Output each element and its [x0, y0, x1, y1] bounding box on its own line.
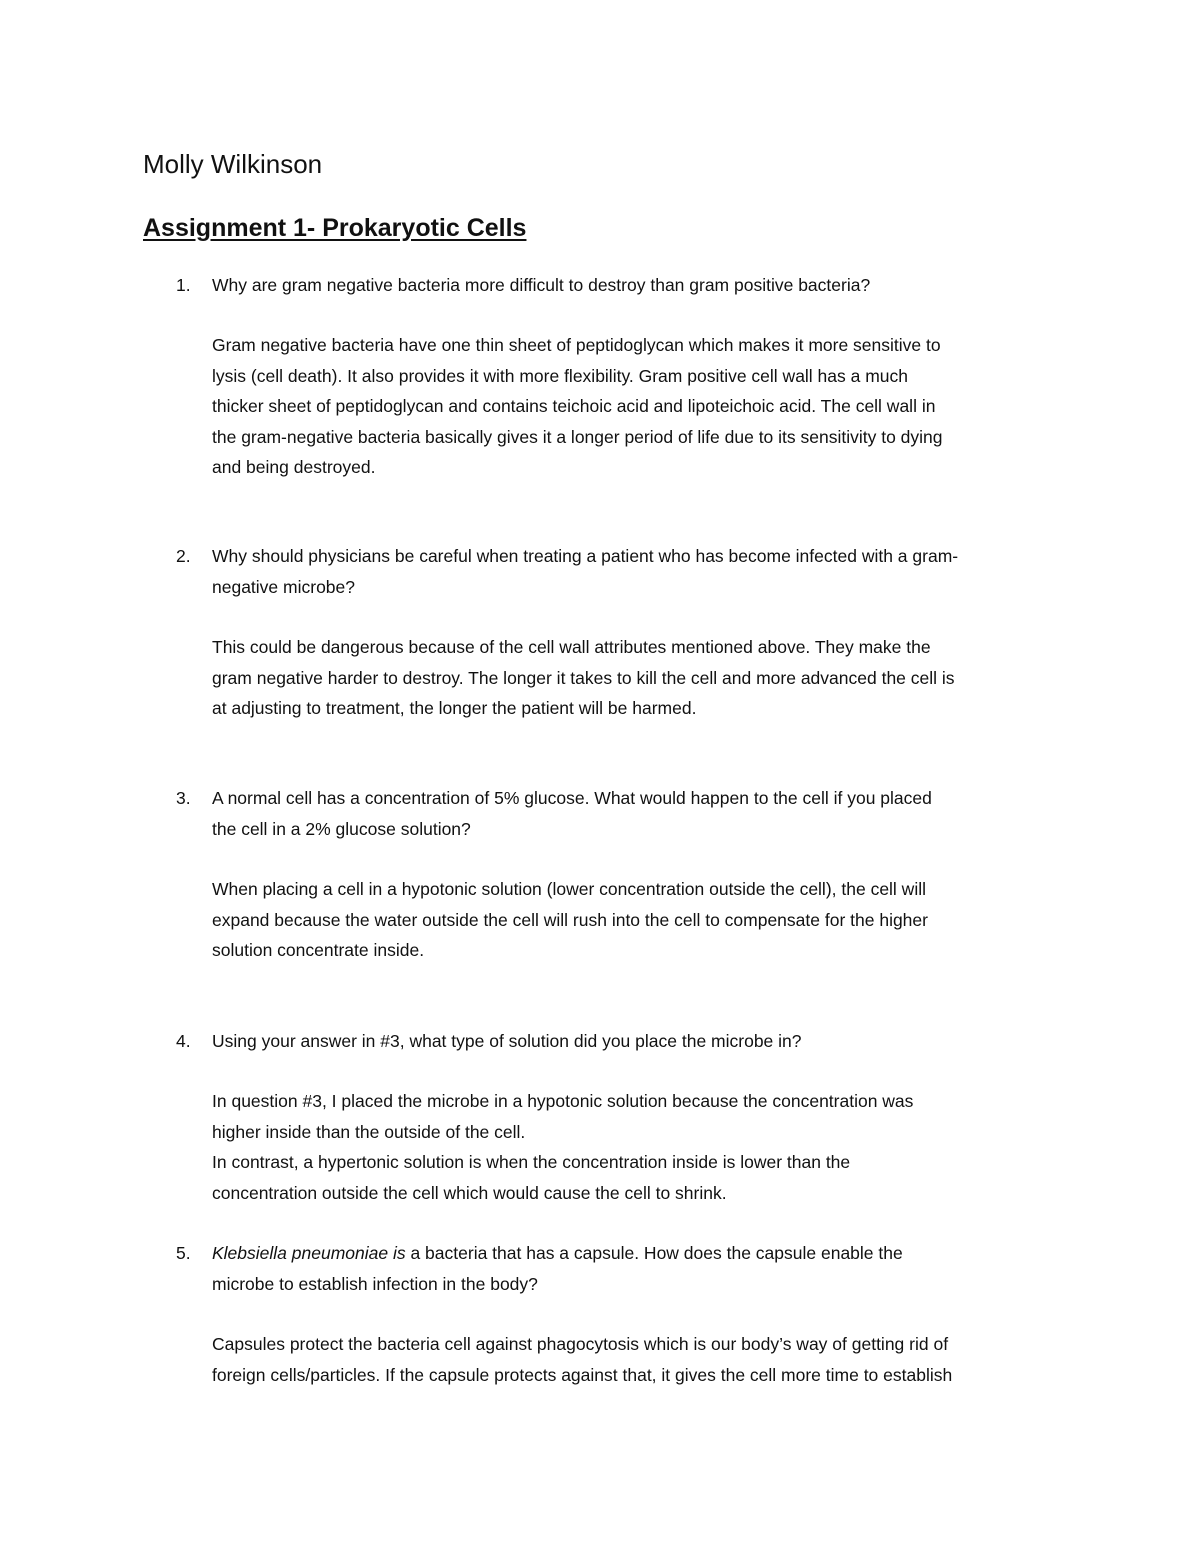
- answer-text: [212, 632, 1062, 724]
- answer-line: higher inside than the outside of the cell.: [212, 1121, 526, 1142]
- question-line-rest: a bacteria that has a capsule. How does the capsule enable the: [405, 1243, 903, 1263]
- question-line: Using your answer in #3, what type of solution did you place the microbe in?: [212, 1031, 802, 1051]
- answer-line: the gram-negative bacteria basically gives it a longer period of life due to its sensitivity to dying: [212, 426, 943, 447]
- question-text: [212, 1238, 1062, 1299]
- answer-line: expand because the water outside the cell will rush into the cell to compensate for the higher: [212, 909, 928, 930]
- question-text: [212, 783, 1062, 844]
- question-line: [212, 1238, 1062, 1269]
- answer-line: thicker sheet of peptidoglycan and contains teichoic acid and lipoteichoic acid. The cell wall in: [212, 396, 936, 416]
- question-line: Why are gram negative bacteria more difficult to destroy than gram positive bacteria?: [212, 275, 871, 295]
- assignment-title: Assignment 1- Prokaryotic Cells: [143, 214, 527, 242]
- answer-line: Gram negative bacteria have one thin sheet of peptidoglycan which makes it more sensitive to: [212, 335, 941, 355]
- answer-line: at adjusting to treatment, the longer the patient will be harmed.: [212, 698, 697, 718]
- question-line: Why should physicians be careful when treating a patient who has become infected with a gram-: [212, 546, 959, 566]
- answer-line: concentration outside the cell which would cause the cell to shrink.: [212, 1182, 727, 1203]
- species-name: Klebsiella pneumoniae is: [212, 1243, 406, 1263]
- author-name: Molly Wilkinson: [143, 149, 323, 179]
- answer-line: foreign cells/particles. If the capsule protects against that, it gives the cell more time to establish: [212, 1364, 953, 1385]
- answer-line: When placing a cell in a hypotonic solution (lower concentration outside the cell), the cell will: [212, 879, 926, 899]
- question-number: 5.: [176, 1243, 191, 1263]
- question-number: 4.: [176, 1031, 191, 1051]
- answer-line: In contrast, a hypertonic solution is when the concentration inside is lower than the: [212, 1152, 851, 1172]
- question-number: 1.: [176, 275, 191, 295]
- answer-line: Capsules protect the bacteria cell against phagocytosis which is our body’s way of getting rid of: [212, 1334, 949, 1354]
- question-number: 3.: [176, 788, 191, 808]
- answer-line: solution concentrate inside.: [212, 940, 425, 960]
- answer-text: [212, 1329, 1062, 1390]
- answer-line: and being destroyed.: [212, 457, 376, 477]
- question-line: the cell in a 2% glucose solution?: [212, 818, 471, 839]
- question-line: negative microbe?: [212, 576, 355, 597]
- question-text: [212, 541, 1062, 602]
- answer-line: lysis (cell death). It also provides it with more flexibility. Gram positive cell wall has a much: [212, 365, 909, 386]
- question-line: microbe to establish infection in the body?: [212, 1273, 538, 1294]
- answer-text: [212, 330, 1062, 483]
- question-line: A normal cell has a concentration of 5% glucose. What would happen to the cell if you placed: [212, 788, 932, 808]
- question-text: [212, 1026, 1062, 1057]
- answer-line: gram negative harder to destroy. The longer it takes to kill the cell and more advanced the cell is: [212, 667, 955, 688]
- answer-text: [212, 874, 1062, 966]
- answer-line: This could be dangerous because of the cell wall attributes mentioned above. They make the: [212, 637, 931, 657]
- question-number: 2.: [176, 546, 191, 566]
- question-text: [212, 270, 1062, 301]
- answer-line: In question #3, I placed the microbe in a hypotonic solution because the concentration was: [212, 1091, 914, 1111]
- answer-text: [212, 1086, 1062, 1208]
